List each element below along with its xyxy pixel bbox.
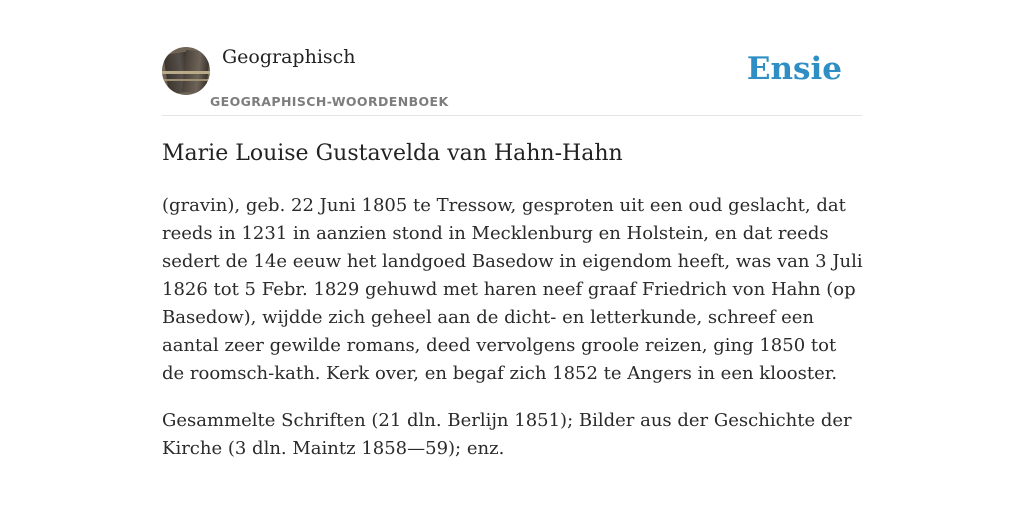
header [162,0,862,116]
article-paragraph: Gesammelte Schriften (21 dln. Berlijn 1851); Bilder aus der Geschichte der Kirche (3 dln. Maintz 1858—59); enz. [162,410,852,459]
book-band [162,79,210,81]
article-paragraph: (gravin), geb. 22 Juni 1805 te Tressow, gesproten uit een oud geslacht, dat reeds in 1231 in aanzien stond in Mecklenburg en Holstein, en dat reeds sedert de 14e eeuw het landgoed Basedow in eigendom heeft, was van 3 Juli 1826 tot 5 Febr. 1829 gehuwd met haren neef graaf Friedrich von Hahn (op Basedow), wijdde zich geheel aan de dicht- en letterkunde, schreef een aantal zeer gewilde romans, deed vervolgens groole reizen, ging 1850 tot de roomsch-kath. Kerk over, en begaf zich 1852 te Angers in een klooster. [162,195,863,384]
dictionary-subtitle[interactable]: GEOGRAPHISCH-WOORDENBOEK [210,94,449,109]
article-card [162,0,862,512]
site-name-link[interactable]: Geographisch [222,46,356,68]
ensie-logo[interactable]: Ensie [746,51,842,87]
avatar[interactable] [162,47,210,95]
book-band [162,71,210,74]
page-title: Marie Louise Gustavelda van Hahn-Hahn [162,141,623,166]
